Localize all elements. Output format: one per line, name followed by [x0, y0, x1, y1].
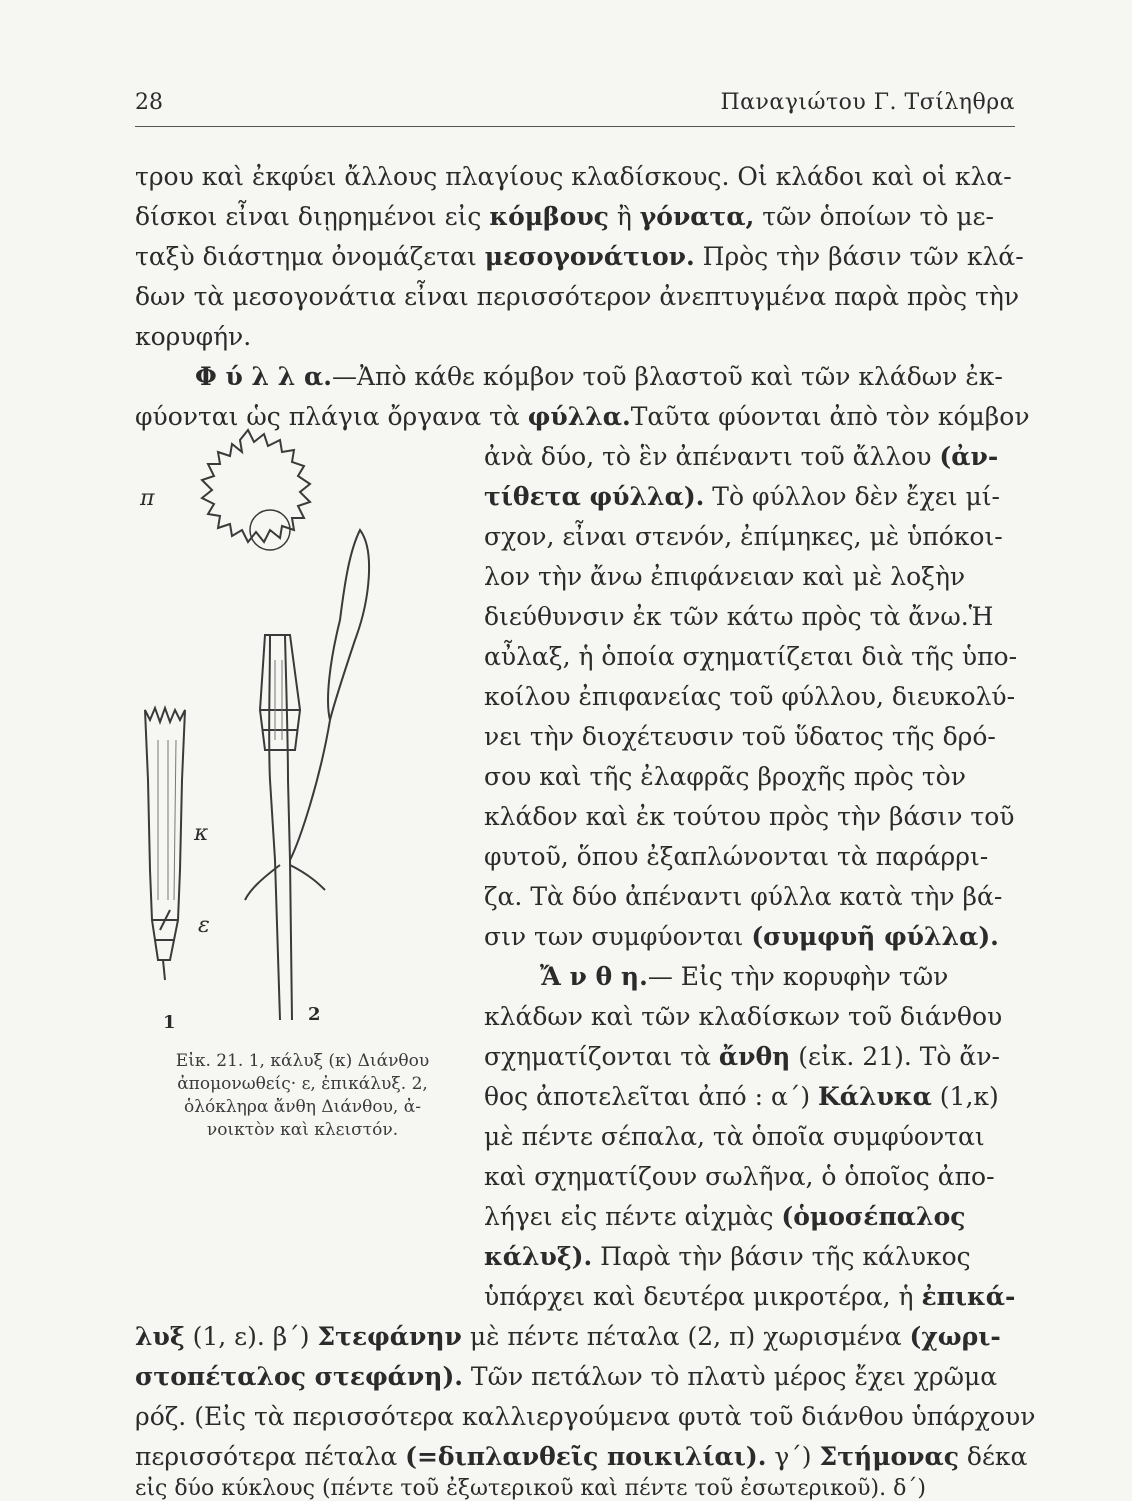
term-mesogonation: μεσογονάτιον. — [484, 242, 695, 271]
text-line: τίθετα φύλλα). Τὸ φύλλον δὲν ἔχει μί- — [484, 482, 1000, 511]
text-line: Φ ύ λ λ α.—Ἀπὸ κάθε κόμβον τοῦ βλαστοῦ καὶ τῶν κλάδων ἐκ- — [195, 362, 1003, 391]
text-line: κλάδον καὶ ἐκ τούτου πρὸς τὴν βάσιν τοῦ — [484, 802, 1015, 831]
text-line: ταξὺ διάστημα ὀνομάζεται μεσογονάτιον. Πρὸς τὴν βάσιν τῶν κλά- — [135, 242, 1024, 271]
text-line: ζα. Τὰ δύο ἀπέναντι φύλλα κατὰ τὴν βά- — [484, 882, 1003, 911]
open-flower-calyx — [260, 635, 300, 750]
term-kalyka: Κάλυκα — [818, 1082, 932, 1111]
text-line: τρου καὶ ἐκφύει ἄλλους πλαγίους κλαδίσκους. Οἱ κλάδοι καὶ οἱ κλα- — [135, 162, 1012, 191]
text-line: δων τὰ μεσογονάτια εἶναι περισσότερον ἀνεπτυγμένα παρὰ πρὸς τὴν — [135, 282, 1020, 311]
text-line: σιν των συμφύονται (συμφυῆ φύλλα). — [484, 922, 999, 951]
term-stimonas: Στήμονας — [819, 1442, 959, 1471]
text-line: σχον, εἶναι στενόν, ἐπίμηκες, μὲ ὑπόκοι- — [484, 522, 1003, 551]
figure-label-kappa: κ — [194, 821, 209, 846]
caption-line: νοικτὸν καὶ κλειστόν. — [206, 1120, 399, 1140]
caption-line: Εἰκ. 21. 1, κάλυξ (κ) Διάνθου — [175, 1051, 430, 1071]
term-epikalyx: ἐπικά- — [921, 1282, 1016, 1311]
text-line: περισσότερα πέταλα (=διπλανθεῖς ποικιλίαι). γ΄) Στήμονας δέκα — [135, 1442, 1028, 1471]
text-line: εἰς δύο κύκλους (πέντε τοῦ ἐξωτερικοῦ καὶ πέντε τοῦ ἐσωτερικοῦ). δ΄) — [135, 1476, 926, 1501]
term-antitheta: τίθετα φύλλα). — [484, 482, 705, 511]
text-line: ὑπάρχει καὶ δευτέρα μικροτέρα, ἡ ἐπικά- — [484, 1282, 1016, 1311]
text-line: λήγει εἰς πέντε αἰχμὰς (ὁμοσέπαλος — [484, 1202, 966, 1231]
text-line: κοίλου ἐπιφανείας τοῦ φύλλου, διευκολύ- — [484, 682, 1016, 711]
term-fylla: φύλλα. — [527, 402, 631, 431]
text-line: θος ἀποτελεῖται ἀπό : α΄) Κάλυκα (1,κ) — [484, 1082, 999, 1111]
term-stefanin: Στεφάνην — [317, 1322, 462, 1351]
text-line: διεύθυνσιν ἐκ τῶν κάτω πρὸς τὰ ἄνω.Ἡ — [484, 602, 994, 631]
figure-label-pi: π — [140, 486, 155, 511]
running-head: Παναγιώτου Γ. Τσίληθρα — [720, 90, 1015, 115]
text-line: φυτοῦ, ὅπου ἐξαπλώνονται τὰ παράρρι- — [484, 842, 989, 871]
figure-label-1: 1 — [163, 1012, 176, 1033]
figure-label-2: 2 — [308, 1004, 321, 1025]
text-line: κλάδων καὶ τῶν κλαδίσκων τοῦ διάνθου — [484, 1002, 1003, 1031]
text-line: αὖλαξ, ἡ ὁποία σχηματίζεται διὰ τῆς ὑπο- — [484, 642, 1018, 671]
isolated-calyx-stem — [163, 960, 165, 980]
text-line: κορυφήν. — [135, 322, 252, 351]
text-line: λυξ (1, ε). β΄) Στεφάνην μὲ πέντε πέταλα (2, π) χωρισμένα (χωρι- — [135, 1322, 1001, 1351]
text-line: στοπέταλος στεφάνη). Τῶν πετάλων τὸ πλατὺ μέρος ἔχει χρῶμα — [135, 1362, 998, 1391]
text-line: σου καὶ τῆς ἐλαφρᾶς βροχῆς πρὸς τὸν — [484, 762, 966, 791]
figure-label-epsilon: ε — [198, 913, 210, 938]
caption-line: ὁλόκληρα ἄνθη Διάνθου, ἀ- — [184, 1097, 421, 1117]
text-line: ρόζ. (Εἰς τὰ περισσότερα καλλιεργούμενα φυτὰ τοῦ διάνθου ὑπάρχουν — [135, 1402, 1036, 1431]
closed-bud — [328, 530, 369, 720]
text-line: δίσκοι εἶναι διῃρημένοι εἰς κόμβους ἢ γόνατα, τῶν ὁποίων τὸ με- — [135, 202, 994, 231]
page-header — [135, 88, 1015, 127]
section-heading-fylla: Φ ύ λ λ α. — [195, 362, 332, 391]
text-line: σχηματίζονται τὰ ἄνθη (εἰκ. 21). Τὸ ἄν- — [484, 1042, 1000, 1071]
text-line: λον τὴν ἄνω ἐπιφάνειαν καὶ μὲ λοξὴν — [484, 562, 966, 591]
text-line: ἀνὰ δύο, τὸ ἓν ἀπέναντι τοῦ ἄλλου (ἀν- — [484, 442, 999, 471]
term-diplantheis: (=διπλανθεῖς ποικιλίαι). — [405, 1442, 767, 1471]
caption-line: ἀπομονωθείς· ε, ἐπικάλυξ. 2, — [177, 1074, 428, 1094]
term-symfyi: (συμφυῆ φύλλα). — [751, 922, 999, 951]
term-gonata: γόνατα, — [639, 202, 755, 231]
term-omosepalos: (ὁμοσέπαλος — [781, 1202, 966, 1231]
text-line: φύονται ὡς πλάγια ὄργανα τὰ φύλλα.Ταῦτα φύονται ἀπὸ τὸν κόμβον — [135, 402, 1030, 431]
page-number: 28 — [135, 90, 163, 115]
text-line: κάλυξ). Παρὰ τὴν βάσιν τῆς κάλυκος — [484, 1242, 971, 1271]
carnation-illustration — [130, 420, 475, 1040]
term-komvous: κόμβους — [489, 202, 609, 231]
text-line: νει τὴν διοχέτευσιν τοῦ ὕδατος τῆς δρό- — [484, 722, 996, 751]
text-line: καὶ σχηματίζουν σωλῆνα, ὁ ὁποῖος ἀπο- — [484, 1162, 995, 1191]
section-heading-anthi: Ἄ ν θ η. — [540, 962, 648, 991]
term-choristopetalos: στοπέταλος στεφάνη). — [135, 1362, 463, 1391]
text-line: Ἄ ν θ η.— Εἰς τὴν κορυφὴν τῶν — [540, 962, 949, 991]
term-anthi: ἄνθη — [718, 1042, 791, 1071]
text-line: μὲ πέντε σέπαλα, τὰ ὁποῖα συμφύονται — [484, 1122, 985, 1151]
flower-petals — [202, 430, 310, 542]
figure-caption — [130, 1050, 475, 1142]
